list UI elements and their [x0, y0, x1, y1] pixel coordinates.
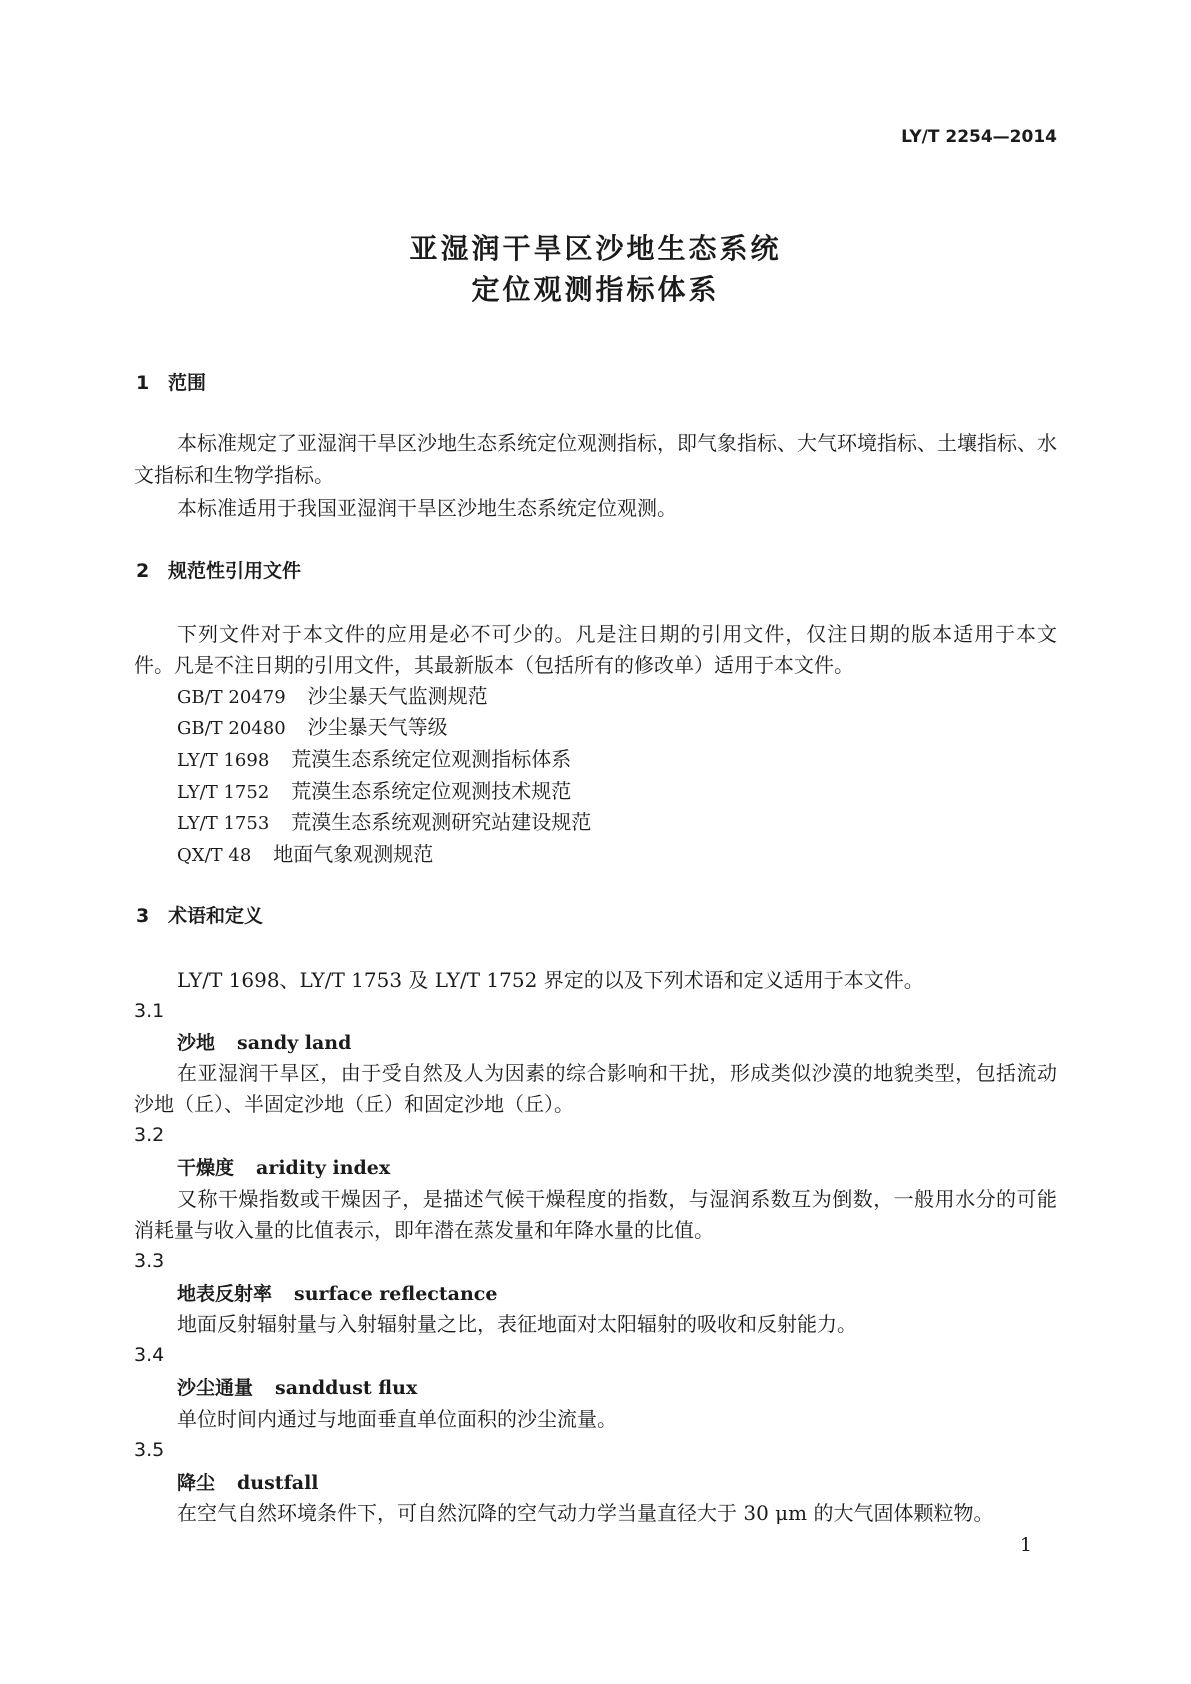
term-number: 3.3	[134, 1250, 165, 1272]
term-number: 3.2	[134, 1124, 165, 1146]
definition-line: 消耗量与收入量的比值表示，即年潜在蒸发量和年降水量的比值。	[134, 1218, 714, 1242]
reference-title: 荒漠生态系统观测研究站建设规范	[291, 810, 592, 834]
paragraph-line: 文指标和生物学指标。	[134, 463, 334, 487]
term-english: surface reflectance	[294, 1283, 498, 1305]
definition-line: 单位时间内通过与地面垂直单位面积的沙尘流量。	[177, 1407, 617, 1431]
term-english: dustfall	[237, 1472, 319, 1494]
reference-item	[177, 680, 488, 712]
reference-code: GB/T 20479	[177, 687, 286, 708]
section-title: 范围	[168, 372, 207, 394]
term-number: 3.5	[134, 1439, 165, 1461]
reference-code: LY/T 1752	[177, 782, 270, 803]
term-heading	[177, 1151, 390, 1183]
section-title: 术语和定义	[168, 905, 264, 927]
paragraph-line: LY/T 1698、LY/T 1753 及 LY/T 1752 界定的以及下列术语和定义适用于本文件。	[177, 968, 924, 992]
term-heading	[177, 1026, 351, 1058]
section-number: 3	[136, 905, 150, 927]
reference-code: QX/T 48	[177, 845, 252, 866]
term-english: sandy land	[237, 1032, 352, 1054]
term-chinese: 沙尘通量	[177, 1377, 254, 1399]
reference-item	[177, 838, 433, 870]
reference-title: 地面气象观测规范	[273, 842, 434, 866]
reference-title: 荒漠生态系统定位观测技术规范	[291, 779, 572, 803]
page-number: 1	[1019, 1534, 1032, 1556]
reference-code: LY/T 1753	[177, 813, 270, 834]
reference-code: LY/T 1698	[177, 750, 270, 771]
section-number: 1	[136, 372, 150, 394]
reference-item	[177, 743, 571, 775]
term-heading	[177, 1466, 319, 1498]
term-number: 3.4	[134, 1344, 165, 1366]
definition-line: 在空气自然环境条件下，可自然沉降的空气动力学当量直径大于 30 μm 的大气固体颗粒物。	[177, 1501, 994, 1525]
term-chinese: 地表反射率	[177, 1283, 273, 1305]
standard-number-header: LY/T 2254—2014	[901, 127, 1057, 147]
term-heading	[177, 1277, 497, 1309]
reference-item	[177, 775, 571, 807]
reference-title: 荒漠生态系统定位观测指标体系	[291, 747, 572, 771]
term-number: 3.1	[134, 1000, 165, 1022]
title-line-2: 定位观测指标体系	[471, 273, 720, 306]
term-heading	[177, 1371, 417, 1403]
paragraph-line: 下列文件对于本文件的应用是必不可少的。凡是注日期的引用文件，仅注日期的版本适用于本文	[177, 622, 1057, 646]
section-2-heading	[136, 555, 301, 587]
paragraph-line: 本标准规定了亚湿润干旱区沙地生态系统定位观测指标，即气象指标、大气环境指标、土壤指标、水	[177, 431, 1057, 455]
paragraph-line: 件。凡是不注日期的引用文件，其最新版本（包括所有的修改单）适用于本文件。	[134, 653, 854, 677]
definition-line: 在亚湿润干旱区，由于受自然及人为因素的综合影响和干扰，形成类似沙漠的地貌类型，包括流动	[177, 1061, 1057, 1085]
term-chinese: 沙地	[177, 1032, 216, 1054]
paragraph-line: 本标准适用于我国亚湿润干旱区沙地生态系统定位观测。	[177, 496, 677, 520]
reference-item	[177, 806, 591, 838]
term-chinese: 降尘	[177, 1472, 216, 1494]
reference-title: 沙尘暴天气等级	[307, 715, 448, 739]
definition-line: 沙地（丘）、半固定沙地（丘）和固定沙地（丘）。	[134, 1092, 574, 1116]
reference-title: 沙尘暴天气监测规范	[307, 684, 488, 708]
section-3-heading	[136, 900, 263, 932]
term-chinese: 干燥度	[177, 1157, 235, 1179]
definition-line: 地面反射辐射量与入射辐射量之比，表征地面对太阳辐射的吸收和反射能力。	[177, 1312, 857, 1336]
reference-item	[177, 711, 448, 743]
section-title: 规范性引用文件	[168, 560, 302, 582]
title-line-1: 亚湿润干旱区沙地生态系统	[409, 232, 782, 265]
reference-code: GB/T 20480	[177, 718, 286, 739]
term-english: aridity index	[256, 1157, 391, 1179]
term-english: sanddust flux	[275, 1377, 418, 1399]
section-1-heading	[136, 367, 206, 399]
definition-line: 又称干燥指数或干燥因子，是描述气候干燥程度的指数，与湿润系数互为倒数，一般用水分的可能	[177, 1187, 1057, 1211]
section-number: 2	[136, 560, 150, 582]
